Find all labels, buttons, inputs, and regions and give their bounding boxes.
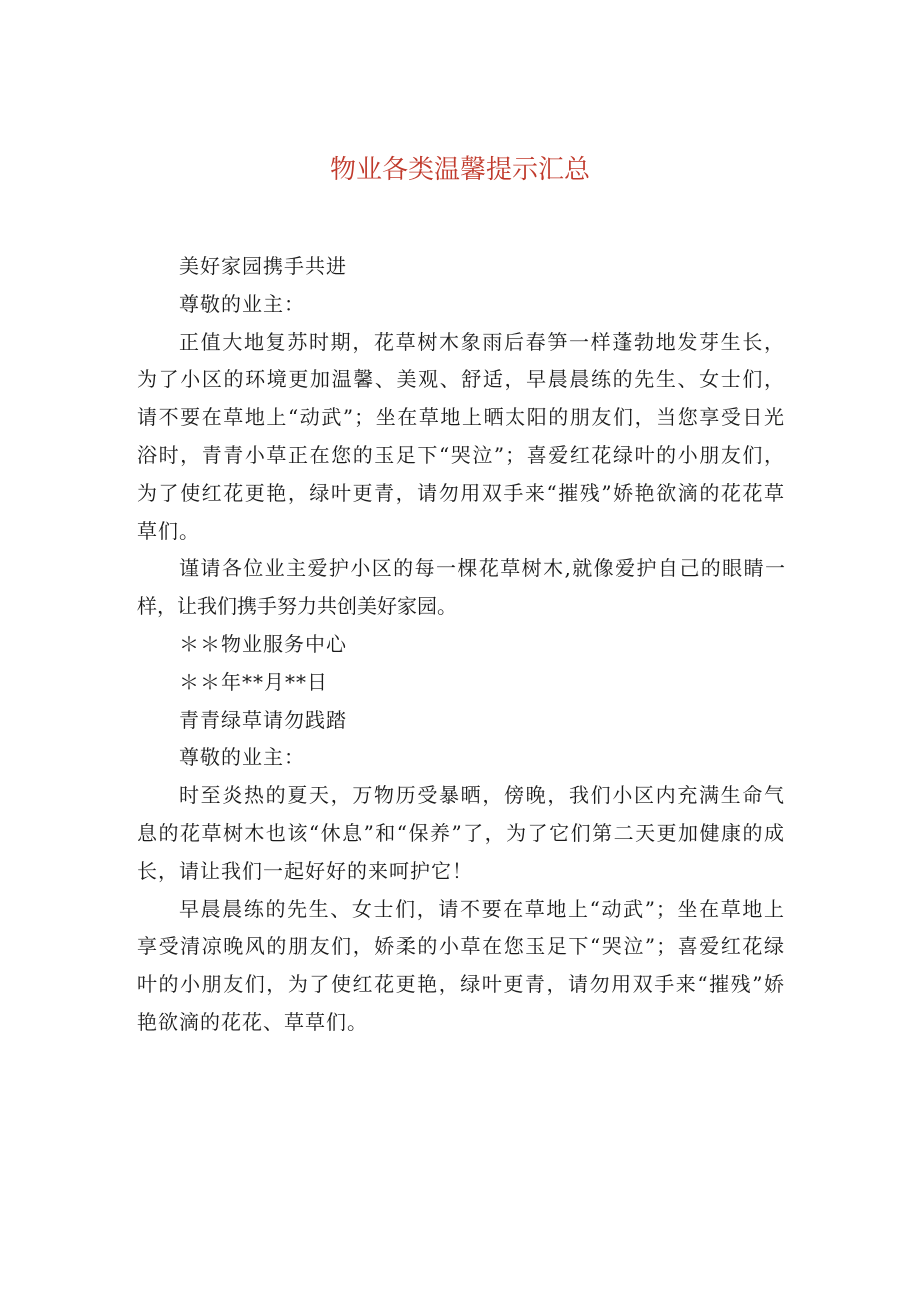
signature-date: ＊＊年**月**日	[179, 669, 328, 694]
signature-org: ＊＊物业服务中心	[179, 631, 347, 656]
salutation-1: 尊敬的业主：	[179, 291, 305, 316]
document-body	[137, 248, 785, 1042]
body-paragraph-3: 时至炎热的夏天，万物历受暴晒，傍晚，我们小区内充满生命气息的花草树木也该“休息”和“保养”了，为了它们第二天更加健康的成长，请让我们一起好好的来呵护它！	[137, 783, 785, 883]
salutation-2: 尊敬的业主：	[179, 745, 305, 770]
body-paragraph-4: 早晨晨练的先生、女士们，请不要在草地上“动武”；坐在草地上享受清凉晚风的朋友们，娇柔的小草在您玉足下“哭泣”；喜爱红花绿叶的小朋友们，为了使红花更艳，绿叶更青，请勿用双手来“摧残”娇艳欲滴的花花、草草们。	[137, 896, 785, 1034]
document-title: 物业各类温馨提示汇总	[329, 155, 590, 185]
body-paragraph-1: 正值大地复苏时期，花草树木象雨后春笋一样蓬勃地发芽生长，为了小区的环境更加温馨、美观、舒适，早晨晨练的先生、女士们，请不要在草地上“动武”；坐在草地上晒太阳的朋友们，当您享受日光浴时，青青小草正在您的玉足下“哭泣”；喜爱红花绿叶的小朋友们，为了使红花更艳，绿叶更青，请勿用双手来“摧残”娇艳欲滴的花花草草们。	[137, 329, 785, 543]
body-paragraph-2: 谨请各位业主爱护小区的每一棵花草树木,就像爱护自己的眼睛一样，让我们携手努力共创美好家园。	[137, 556, 785, 619]
section-heading-1: 美好家园携手共进	[179, 254, 347, 278]
section-heading-2: 青青绿草请勿践踏	[179, 707, 347, 732]
